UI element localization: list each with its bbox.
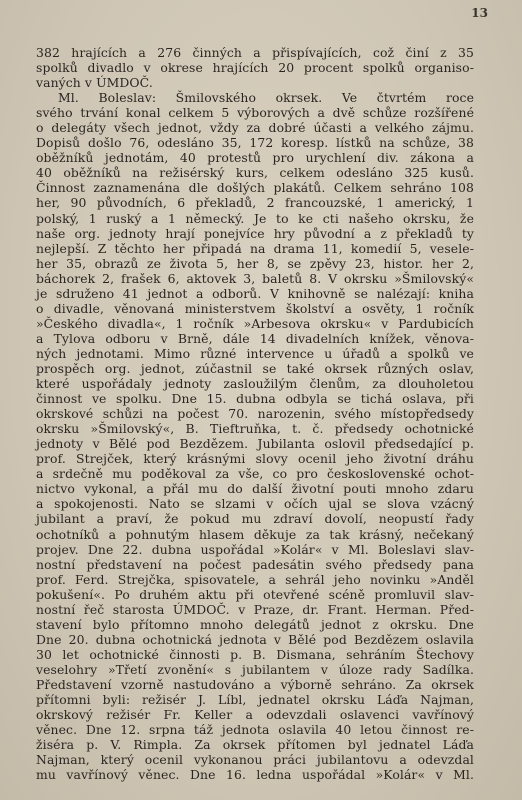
- text-line: je sdruženo 41 jednot a odborů. V knihovně se nalézají: kniha: [36, 285, 474, 301]
- text-line: o divadle, věnovaná ministerstvem školství a osvěty, 1 ročník: [36, 300, 474, 316]
- text-line: o delegáty všech jednot, vždy za dobré účasti a velkého zájmu.: [36, 120, 474, 136]
- text-line: mu vavřínový věnec. Dne 16. ledna uspořádal »Kolár« v Ml.: [36, 767, 474, 783]
- text-line: Dne 20. dubna ochotnická jednota v Bělé pod Bezdězem oslavila: [36, 631, 474, 647]
- text-line: prof. Ferd. Strejčka, spisovatele, a sehrál jeho novinku »Anděl: [36, 571, 474, 587]
- text-line: oběžníků jednotám, 40 protestů pro urychlení div. zákona a: [36, 150, 474, 166]
- text-line: ných jednotami. Mimo různé intervence u úřadů a spolků ve: [36, 345, 474, 361]
- text-line: pokušení«. Po druhém aktu při otevřené scéně promluvil slav-: [36, 586, 474, 602]
- text-line: činnost ve spolku. Dne 15. dubna odbyla se tichá oslava, při: [36, 391, 474, 407]
- text-line: nostní představení na počest padesátin svého předsedy pana: [36, 556, 474, 572]
- text-line: veselohry »Třetí zvonění« s jubilantem v úloze rady Sadílka.: [36, 661, 474, 677]
- text-line: Představení vzorně nastudováno a výborně sehráno. Za okrsek: [36, 676, 474, 692]
- text-line: her, 90 původních, 6 překladů, 2 francouzské, 1 americký, 1: [36, 195, 474, 211]
- text-line: okrsku »Šmilovský«, B. Tieftruňka, t. č. předsedy ochotnické: [36, 421, 474, 437]
- text-line: báchorek 2, frašek 6, aktovek 3, baletů 8. V okrsku »Šmilovský«: [36, 270, 474, 286]
- text-line: které uspořádaly jednoty zasloužilým členům, za dlouholetou: [36, 376, 474, 392]
- text-line: žiséra p. V. Rimpla. Za okrsek přítomen byl jednatel Láďa: [36, 737, 474, 753]
- text-line: nejlepší. Z těchto her připadá na drama 11, komedií 5, vesele-: [36, 240, 474, 256]
- text-line: polský, 1 ruský a 1 německý. Je to ke cti našeho okrsku, že: [36, 210, 474, 226]
- text-line: jednoty v Bělé pod Bezdězem. Jubilanta oslovil předsedající p.: [36, 436, 474, 452]
- text-line: okrskový režisér Fr. Keller a odevzdali oslavenci vavřínový: [36, 707, 474, 723]
- text-line: věnec. Dne 12. srpna táž jednota oslavila 40 letou činnost re-: [36, 722, 474, 738]
- text-line: Činnost zaznamenána dle došlých plakátů. Celkem sehráno 108: [36, 180, 474, 196]
- text-line: Ml. Boleslav: Šmilovského okrsek. Ve čtvrtém roce: [58, 90, 474, 106]
- text-line: přítomni byli: režisér J. Líbl, jednatel okrsku Láďa Najman,: [36, 692, 474, 708]
- text-line: Dopisů došlo 76, odesláno 35, 172 koresp. lístků na schůze, 38: [36, 135, 474, 151]
- page-number: 13: [471, 6, 488, 20]
- text-line: a srdečně mu poděkoval za vše, co pro československé ochot-: [36, 466, 474, 482]
- text-line: stavení bylo přítomno mnoho delegátů jednot z okrsku. Dne: [36, 616, 474, 632]
- text-line: Najman, který ocenil vykonanou práci jubilantovu a odevzdal: [36, 752, 474, 768]
- text-line: jubilant a praví, že pokud mu zdraví dovolí, neopustí řady: [36, 511, 474, 527]
- text-line: 382 hrajících a 276 činných a přispívajících, což činí z 35: [36, 45, 474, 60]
- text-line: a Tylova odboru v Brně, dále 14 divadelních knížek, věnova-: [36, 330, 474, 346]
- text-line: vaných v ÚMDOČ.: [36, 75, 153, 91]
- text-line: a spokojenosti. Nato se slzami v očích ujal se slova vzácný: [36, 496, 474, 512]
- text-line: 40 oběžníků na režisérský kurs, celkem odesláno 325 kusů.: [36, 165, 474, 181]
- text-line: nictvo vykonal, a přál mu do další životní pouti mnoho zdaru: [36, 481, 474, 497]
- text-line: prof. Strejček, který krásnými slovy ocenil jeho životní dráhu: [36, 451, 474, 467]
- text-line: projev. Dne 22. dubna uspořádal »Kolár« v Ml. Boleslavi slav-: [36, 541, 474, 557]
- text-line: her 35, obrazů ze života 5, her 8, se zpěvy 23, histor. her 2,: [36, 255, 474, 271]
- text-line: svého trvání konal celkem 5 výborových a dvě schůze rozšířené: [36, 105, 474, 121]
- text-line: okrskové schůzi na počest 70. narozenin, svého místopředsedy: [36, 406, 474, 422]
- text-line: »Českého divadla«, 1 ročník »Arbesova okrsku« v Pardubicích: [36, 315, 474, 331]
- body-text: [36, 45, 474, 782]
- text-line: naše org. jednoty hrají ponejvíce hry původní a z překladů ty: [36, 225, 474, 241]
- text-line: spolků divadlo v okrese hrajících 20 procent spolků organiso-: [36, 60, 474, 76]
- text-line: ochotníků a pohnutým hlasem děkuje za tak krásný, nečekaný: [36, 526, 474, 542]
- text-line: prospěch org. jednot, zúčastnil se také okrsek různých oslav,: [36, 360, 474, 376]
- text-line: 30 let ochotnické činnosti p. B. Dismana, sehráním Štechovy: [36, 646, 474, 662]
- text-line: nostní řeč starosta ÚMDOČ. v Praze, dr. Frant. Herman. Před-: [36, 601, 474, 617]
